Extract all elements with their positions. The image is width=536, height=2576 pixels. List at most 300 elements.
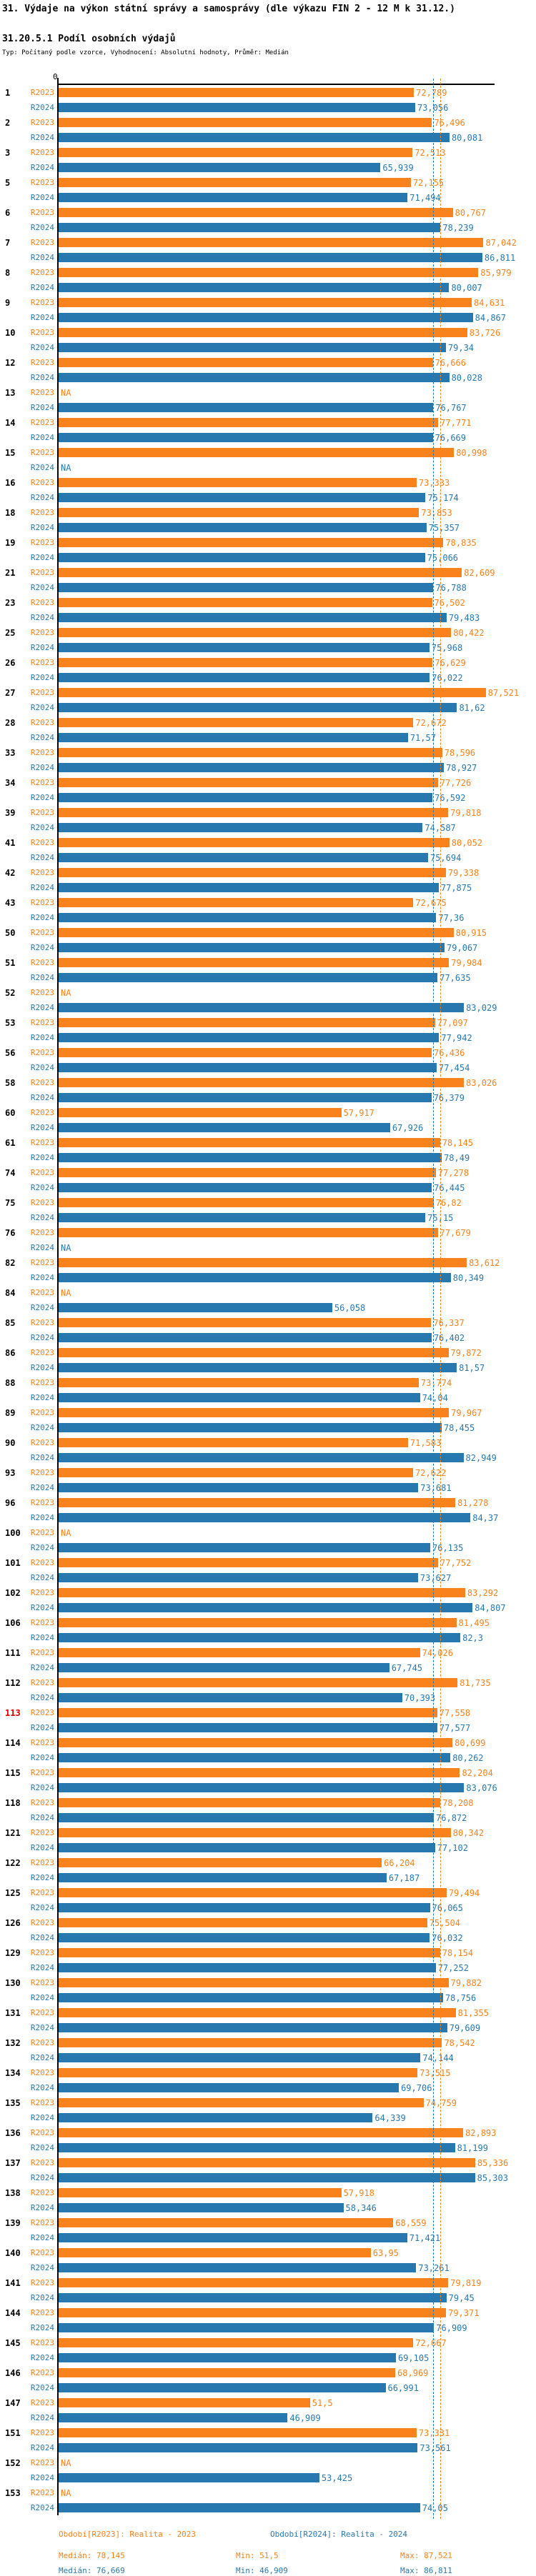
bar-r2023 xyxy=(59,598,432,607)
plot-area xyxy=(57,880,536,895)
bar-r2024 xyxy=(59,2323,434,2332)
bar-line-r2023 xyxy=(0,1585,536,1600)
series-label-r2024: R2024 xyxy=(30,1513,54,1522)
bar-value-r2024: 81,57 xyxy=(459,1362,485,1373)
row-number: 43 xyxy=(5,897,16,908)
bar-line-r2024 xyxy=(0,790,536,805)
bar-r2023 xyxy=(59,208,453,217)
series-label-r2023: R2023 xyxy=(30,1108,54,1117)
bar-r2023 xyxy=(59,1318,431,1327)
bar-line-r2024 xyxy=(0,1090,536,1105)
bar-r2023 xyxy=(59,418,438,427)
bar-line-r2024 xyxy=(0,850,536,865)
bar-line-r2023 xyxy=(0,1885,536,1900)
bar-line-r2023 xyxy=(0,295,536,310)
chart-row xyxy=(0,2485,536,2515)
chart-row xyxy=(0,445,536,475)
series-label-r2023: R2023 xyxy=(30,1648,54,1657)
bar-r2024 xyxy=(59,583,433,592)
series-label-r2024: R2024 xyxy=(30,973,54,982)
series-label-r2024: R2024 xyxy=(30,2443,54,2452)
series-label-r2024: R2024 xyxy=(30,2053,54,2062)
plot-area xyxy=(57,1675,536,1690)
bar-line-r2024 xyxy=(0,1420,536,1435)
plot-area xyxy=(57,1210,536,1225)
chart-row xyxy=(0,1435,536,1465)
chart-row xyxy=(0,235,536,265)
bar-r2024 xyxy=(59,1933,430,1942)
bar-r2024 xyxy=(59,853,428,862)
row-number: 135 xyxy=(5,2097,21,2108)
bar-line-r2023 xyxy=(0,805,536,820)
bar-r2024 xyxy=(59,1633,460,1642)
bar-value-r2024: 77,36 xyxy=(438,912,465,923)
bar-line-r2024 xyxy=(0,1570,536,1585)
plot-area xyxy=(57,1690,536,1705)
plot-area xyxy=(57,2260,536,2275)
bar-value-r2024: 71,421 xyxy=(409,2232,441,2243)
bar-line-r2023 xyxy=(0,2395,536,2410)
bar-line-r2023 xyxy=(0,1045,536,1060)
series-label-r2024: R2024 xyxy=(30,193,54,202)
bar-r2024 xyxy=(59,2173,475,2182)
bar-value-r2023: 79,967 xyxy=(451,1407,482,1418)
bar-value-r2023: 79,882 xyxy=(450,1977,482,1988)
bar-value-r2024: 73,681 xyxy=(420,1482,452,1493)
bar-value-r2024: 76,788 xyxy=(435,582,467,593)
bar-r2024 xyxy=(59,2143,455,2152)
series-label-r2023: R2023 xyxy=(30,418,54,427)
series-label-r2023: R2023 xyxy=(30,148,54,157)
series-label-r2023: R2023 xyxy=(30,628,54,637)
bar-value-r2024: 78,49 xyxy=(444,1152,470,1163)
chart-row xyxy=(0,1105,536,1135)
chart-row xyxy=(0,2425,536,2455)
chart-row xyxy=(0,265,536,295)
bar-line-r2023 xyxy=(0,955,536,970)
series-label-r2023: R2023 xyxy=(30,1858,54,1867)
bar-r2024 xyxy=(59,133,450,142)
bar-value-r2024: 64,339 xyxy=(374,2112,406,2123)
row-number: 137 xyxy=(5,2157,21,2168)
plot-area xyxy=(57,1750,536,1765)
series-label-r2024: R2024 xyxy=(30,793,54,802)
plot-area xyxy=(57,535,536,550)
bar-r2023 xyxy=(59,1108,342,1117)
plot-area xyxy=(57,1315,536,1330)
bar-value-r2023: 79,872 xyxy=(450,1347,482,1358)
plot-area xyxy=(57,310,536,325)
series-label-r2024: R2024 xyxy=(30,133,54,142)
bar-line-r2024 xyxy=(0,1690,536,1705)
plot-area xyxy=(57,1780,536,1795)
series-label-r2023: R2023 xyxy=(30,838,54,847)
chart-row xyxy=(0,1045,536,1075)
plot-area xyxy=(57,670,536,685)
bar-line-r2024 xyxy=(0,670,536,685)
bar-line-r2023 xyxy=(0,385,536,400)
bar-r2023 xyxy=(59,2278,448,2287)
bar-r2024 xyxy=(59,1903,430,1912)
bar-value-r2023: 87,042 xyxy=(485,237,517,248)
bar-value-r2024: 85,303 xyxy=(477,2172,508,2183)
bar-value-r2024: 67,745 xyxy=(391,1662,423,1673)
series-label-r2024: R2024 xyxy=(30,1333,54,1342)
chart-row xyxy=(0,2275,536,2305)
chart-row xyxy=(0,925,536,955)
bar-line-r2024 xyxy=(0,910,536,925)
bar-value-r2023: 78,596 xyxy=(444,747,476,758)
bar-line-r2023 xyxy=(0,2305,536,2320)
chart-row xyxy=(0,85,536,115)
chart-row xyxy=(0,1705,536,1735)
row-number: 1 xyxy=(5,87,11,98)
bar-r2024 xyxy=(59,2263,416,2272)
bar-value-r2024: 65,939 xyxy=(382,162,414,173)
bar-r2023 xyxy=(59,1708,437,1717)
bar-line-r2024 xyxy=(0,1660,536,1675)
plot-area xyxy=(57,1855,536,1870)
bar-r2023 xyxy=(59,448,454,457)
series-label-r2023: R2023 xyxy=(30,2038,54,2047)
bar-value-r2023: 85,336 xyxy=(477,2157,509,2168)
bar-r2024 xyxy=(59,313,473,322)
plot-area xyxy=(57,1135,536,1150)
bar-value-r2024: 79,483 xyxy=(448,612,480,623)
series-label-r2024: R2024 xyxy=(30,1153,54,1162)
bar-r2023 xyxy=(59,718,413,727)
bar-line-r2024 xyxy=(0,520,536,535)
bar-value-r2024: 66,991 xyxy=(387,2382,419,2393)
chart-row xyxy=(0,1615,536,1645)
bar-value-r2023: 81,278 xyxy=(457,1497,489,1508)
plot-area xyxy=(57,1630,536,1645)
bar-r2023 xyxy=(59,328,467,337)
bar-value-r2023: 82,609 xyxy=(464,567,495,578)
series-label-r2023: R2023 xyxy=(30,2098,54,2107)
chart-row xyxy=(0,2125,536,2155)
bar-line-r2023 xyxy=(0,1075,536,1090)
page-title: 31. Výdaje na výkon státní správy a samosprávy (dle výkazu FIN 2 - 12 M k 31.12.) xyxy=(2,4,455,14)
bar-r2024 xyxy=(59,613,447,622)
row-number: 118 xyxy=(5,1797,21,1808)
bar-value-r2023: 78,208 xyxy=(442,1797,474,1808)
plot-area xyxy=(57,595,536,610)
chart-row xyxy=(0,325,536,355)
x-axis-origin-label: 0 xyxy=(53,72,58,81)
plot-area xyxy=(57,2125,536,2140)
bar-line-r2023 xyxy=(0,145,536,160)
bar-line-r2024 xyxy=(0,580,536,595)
series-label-r2023: R2023 xyxy=(30,1798,54,1807)
bar-r2023 xyxy=(59,2428,417,2437)
bar-value-r2024: 69,706 xyxy=(401,2082,432,2093)
plot-area xyxy=(57,1030,536,1045)
bar-r2023 xyxy=(59,178,411,187)
row-number: 15 xyxy=(5,447,16,458)
min-r2023: Min: 51,5 xyxy=(236,2551,279,2560)
plot-area xyxy=(57,1270,536,1285)
bar-r2024 xyxy=(59,163,380,172)
bar-r2023 xyxy=(59,2008,456,2017)
series-label-r2024: R2024 xyxy=(30,1813,54,1822)
bar-line-r2023 xyxy=(0,2005,536,2020)
indicator-title: 31.20.5.1 Podíl osobních výdajů xyxy=(2,34,176,44)
series-label-r2023: R2023 xyxy=(30,1408,54,1417)
series-label-r2024: R2024 xyxy=(30,1663,54,1672)
plot-area xyxy=(57,850,536,865)
series-label-r2024: R2024 xyxy=(30,1273,54,1282)
bar-line-r2024 xyxy=(0,1150,536,1165)
bar-line-r2023 xyxy=(0,475,536,490)
bar-r2023 xyxy=(59,628,451,637)
plot-area xyxy=(57,1645,536,1660)
bar-value-r2023: 79,338 xyxy=(447,867,480,878)
series-label-r2023: R2023 xyxy=(30,1048,54,1057)
bar-r2024 xyxy=(59,823,422,832)
plot-area xyxy=(57,2275,536,2290)
chart-row xyxy=(0,505,536,535)
bar-value-r2024: 67,926 xyxy=(392,1122,424,1133)
series-label-r2023: R2023 xyxy=(30,598,54,607)
row-number: 34 xyxy=(5,777,16,788)
series-label-r2023: R2023 xyxy=(30,1528,54,1537)
series-label-r2023: R2023 xyxy=(30,268,54,277)
series-label-r2024: R2024 xyxy=(30,1603,54,1612)
chart-row xyxy=(0,2215,536,2245)
row-number: 8 xyxy=(5,267,11,278)
bar-r2024 xyxy=(59,1663,389,1672)
bar-line-r2023 xyxy=(0,1195,536,1210)
bar-line-r2024 xyxy=(0,2290,536,2305)
bar-r2024 xyxy=(59,1573,418,1582)
chart-row xyxy=(0,1765,536,1795)
bar-r2023 xyxy=(59,1078,464,1087)
chart-row xyxy=(0,1735,536,1765)
bar-r2024 xyxy=(59,253,482,262)
bar-line-r2023 xyxy=(0,2245,536,2260)
bar-r2024 xyxy=(59,1423,442,1432)
chart-row xyxy=(0,1375,536,1405)
bar-line-r2024 xyxy=(0,1450,536,1465)
bar-line-r2024 xyxy=(0,1990,536,2005)
bar-value-r2023: 77,726 xyxy=(440,777,472,788)
series-label-r2024: R2024 xyxy=(30,1003,54,1012)
bar-line-r2024 xyxy=(0,640,536,655)
plot-area xyxy=(57,2095,536,2110)
series-label-r2024: R2024 xyxy=(30,373,54,382)
series-label-r2023: R2023 xyxy=(30,328,54,337)
bar-line-r2024 xyxy=(0,1870,536,1885)
bar-line-r2023 xyxy=(0,1165,536,1180)
series-label-r2024: R2024 xyxy=(30,103,54,112)
bar-r2024 xyxy=(59,763,444,772)
series-label-r2023: R2023 xyxy=(30,238,54,247)
row-number: 112 xyxy=(5,1677,21,1688)
bar-value-r2023: 68,559 xyxy=(395,2217,427,2228)
bar-r2023 xyxy=(59,1948,440,1957)
plot-area xyxy=(57,2395,536,2410)
bar-value-r2024: 75,174 xyxy=(427,492,459,503)
na-label-r2023: NA xyxy=(61,2487,71,2498)
bar-r2023 xyxy=(59,358,433,367)
row-number: 74 xyxy=(5,1167,16,1178)
row-number: 23 xyxy=(5,597,16,608)
plot-area xyxy=(57,340,536,355)
series-label-r2024: R2024 xyxy=(30,2173,54,2182)
bar-r2023 xyxy=(59,868,446,877)
bar-r2024 xyxy=(59,1213,425,1222)
bar-line-r2024 xyxy=(0,760,536,775)
chart-row xyxy=(0,475,536,505)
series-label-r2024: R2024 xyxy=(30,1093,54,1102)
bar-line-r2023 xyxy=(0,595,536,610)
bar-value-r2024: 76,909 xyxy=(436,2322,467,2333)
bar-value-r2024: 71,494 xyxy=(410,192,441,203)
chart-row xyxy=(0,2155,536,2185)
plot-area xyxy=(57,2440,536,2455)
bar-line-r2023 xyxy=(0,1345,536,1360)
chart-row xyxy=(0,1675,536,1705)
bar-value-r2023: 66,204 xyxy=(384,1857,415,1868)
plot-area xyxy=(57,1510,536,1525)
bar-line-r2023 xyxy=(0,1795,536,1810)
bar-line-r2024 xyxy=(0,460,536,475)
series-label-r2023: R2023 xyxy=(30,1078,54,1087)
bar-line-r2024 xyxy=(0,2440,536,2455)
bar-value-r2023: 78,542 xyxy=(444,2037,475,2048)
bar-line-r2024 xyxy=(0,1930,536,1945)
plot-area xyxy=(57,2140,536,2155)
plot-area xyxy=(57,460,536,475)
bar-line-r2023 xyxy=(0,2485,536,2500)
series-label-r2023: R2023 xyxy=(30,1468,54,1477)
series-label-r2024: R2024 xyxy=(30,1903,54,1912)
bar-line-r2024 xyxy=(0,2230,536,2245)
series-label-r2023: R2023 xyxy=(30,958,54,967)
bar-line-r2023 xyxy=(0,565,536,580)
bar-line-r2024 xyxy=(0,100,536,115)
bar-line-r2024 xyxy=(0,1480,536,1495)
bar-line-r2023 xyxy=(0,1405,536,1420)
bar-value-r2024: 56,058 xyxy=(334,1302,366,1313)
row-number: 86 xyxy=(5,1347,16,1358)
legend xyxy=(59,2530,536,2539)
chart-rows xyxy=(0,85,536,2515)
bar-value-r2024: 75,968 xyxy=(431,642,463,653)
bar-r2023 xyxy=(59,1738,452,1747)
plot-area xyxy=(57,1285,536,1300)
bar-value-r2024: 80,349 xyxy=(452,1272,485,1283)
bar-value-r2024: 77,454 xyxy=(439,1062,470,1073)
series-label-r2023: R2023 xyxy=(30,2398,54,2407)
bar-value-r2023: 80,052 xyxy=(451,837,483,848)
bar-value-r2024: 46,909 xyxy=(289,2412,321,2423)
chart-row xyxy=(0,1585,536,1615)
plot-area xyxy=(57,85,536,100)
plot-area xyxy=(57,490,536,505)
row-number: 39 xyxy=(5,807,16,818)
plot-area xyxy=(57,2335,536,2350)
series-label-r2023: R2023 xyxy=(30,1168,54,1177)
chart-row xyxy=(0,1495,536,1525)
bar-r2023 xyxy=(59,1918,427,1927)
chart-row xyxy=(0,865,536,895)
bar-line-r2023 xyxy=(0,205,536,220)
bar-r2023 xyxy=(59,1828,451,1837)
bar-r2023 xyxy=(59,1498,455,1507)
series-label-r2024: R2024 xyxy=(30,493,54,502)
plot-area xyxy=(57,2485,536,2500)
bar-line-r2023 xyxy=(0,2215,536,2230)
bar-line-r2023 xyxy=(0,1825,536,1840)
plot-area xyxy=(57,640,536,655)
bar-value-r2024: 71,57 xyxy=(410,732,436,743)
bar-r2024 xyxy=(59,523,427,532)
row-number: 10 xyxy=(5,327,16,338)
bar-value-r2023: 63,95 xyxy=(372,2247,399,2258)
series-label-r2024: R2024 xyxy=(30,2083,54,2092)
bar-r2024 xyxy=(59,2413,287,2422)
bar-line-r2024 xyxy=(0,250,536,265)
bar-line-r2024 xyxy=(0,880,536,895)
chart-row xyxy=(0,625,536,655)
bar-value-r2024: 84,867 xyxy=(475,312,506,323)
bar-r2023 xyxy=(59,1888,447,1897)
bar-line-r2023 xyxy=(0,1465,536,1480)
bar-r2023 xyxy=(59,298,472,307)
bar-value-r2023: 83,026 xyxy=(466,1077,497,1088)
bar-r2023 xyxy=(59,1558,438,1567)
series-label-r2023: R2023 xyxy=(30,2218,54,2227)
bar-value-r2024: 83,076 xyxy=(466,1782,497,1793)
bar-r2024 xyxy=(59,1363,457,1372)
series-label-r2023: R2023 xyxy=(30,2008,54,2017)
bar-line-r2024 xyxy=(0,1330,536,1345)
chart-row xyxy=(0,715,536,745)
median-r2023: Medián: 78,145 xyxy=(59,2551,125,2560)
bar-line-r2023 xyxy=(0,445,536,460)
bar-value-r2024: 82,3 xyxy=(462,1632,483,1643)
bar-value-r2024: 74,144 xyxy=(422,2052,454,2063)
series-label-r2024: R2024 xyxy=(30,2233,54,2242)
bar-value-r2024: 75,15 xyxy=(427,1212,454,1223)
bar-line-r2023 xyxy=(0,115,536,130)
chart-row xyxy=(0,2095,536,2125)
row-number: 56 xyxy=(5,1047,16,1058)
chart-row xyxy=(0,1555,536,1585)
chart-row xyxy=(0,1795,536,1825)
bar-r2023 xyxy=(59,1588,465,1597)
plot-area xyxy=(57,700,536,715)
bar-line-r2024 xyxy=(0,340,536,355)
plot-area xyxy=(57,2470,536,2485)
bar-r2024 xyxy=(59,2353,396,2362)
bar-value-r2023: 74,759 xyxy=(425,2097,457,2108)
bar-value-r2024: 76,032 xyxy=(432,1932,463,1943)
series-label-r2023: R2023 xyxy=(30,388,54,397)
row-number: 139 xyxy=(5,2217,21,2228)
bar-value-r2023: 78,835 xyxy=(445,537,477,548)
bar-line-r2024 xyxy=(0,190,536,205)
series-label-r2024: R2024 xyxy=(30,223,54,232)
bar-value-r2023: 76,82 xyxy=(435,1197,462,1208)
bar-r2024 xyxy=(59,643,430,652)
bar-r2023 xyxy=(59,1978,449,1987)
plot-area xyxy=(57,565,536,580)
plot-area xyxy=(57,1870,536,1885)
row-number: 52 xyxy=(5,987,16,998)
